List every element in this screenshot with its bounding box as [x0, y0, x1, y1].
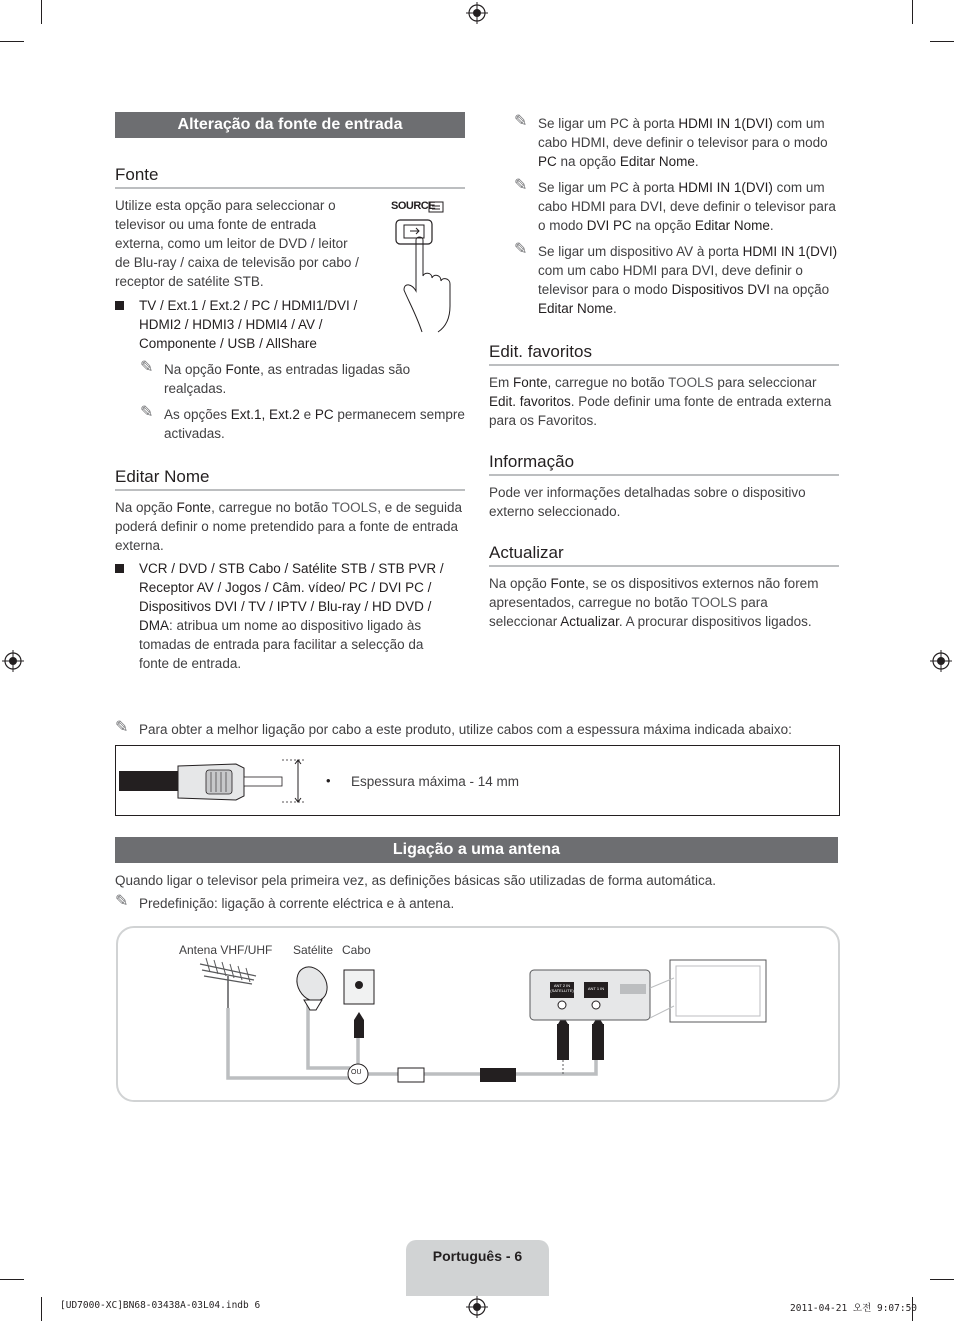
fonte-intro: Utilize esta opção para seleccionar o televisor ou uma fonte de entrada externa, como um leitor de DVD / leitor de Blu-ray / caixa de televisão por cabo / receptor de satélite STB. — [115, 198, 359, 289]
registration-mark-icon — [466, 1296, 488, 1318]
label-satellite: Satélite — [293, 943, 334, 957]
page-number-tab — [406, 1240, 549, 1296]
note-text: Na opção — [164, 362, 226, 377]
note-pencil-icon: ✎ — [115, 893, 129, 910]
note-text: na opção — [631, 218, 695, 233]
editar-bullet-list — [115, 559, 449, 673]
antenna-diagram — [116, 926, 840, 1102]
note-text: Se ligar um PC à porta — [538, 180, 679, 195]
para-text: , carregue no botão — [547, 375, 669, 390]
bullet-square — [115, 301, 124, 310]
para-text: Na opção — [489, 576, 551, 591]
note-emphasis: Editar Nome — [694, 218, 770, 233]
registration-mark-icon — [930, 650, 952, 672]
port-ant1-label: ANT 1 IN — [587, 986, 605, 991]
print-date: 2011-04-21 오전 9:07:50 — [790, 1303, 918, 1314]
registration-mark-icon — [466, 2, 488, 24]
section-bar-antenna: Ligação a uma antena — [115, 837, 838, 863]
note-pencil-icon: ✎ — [115, 719, 129, 736]
para-text: , carregue no botão — [211, 500, 332, 515]
antenna-note — [115, 894, 739, 913]
para-emphasis: Fonte — [513, 375, 548, 390]
note-pencil-icon: ✎ — [514, 113, 528, 130]
note-emphasis: HDMI IN 1(DVI) — [678, 116, 773, 131]
fonte-note-2 — [140, 405, 469, 443]
note-text: , as entradas ligadas são realçadas. — [164, 362, 411, 396]
note-emphasis: Fonte — [225, 362, 261, 377]
antenna-paragraph: Quando ligar o televisor pela primeira vez, as definições básicas são utilizadas de forma automática. — [115, 873, 717, 888]
bullet-text: : atribua um nome ao dispositivo ligado às tomadas de entrada para facilitar a selecção da fonte de entrada. — [139, 618, 424, 671]
heading-actualizar: Actualizar — [489, 543, 839, 567]
note-pencil-icon: ✎ — [514, 241, 528, 258]
note-emphasis: PC — [538, 154, 557, 169]
para-emphasis: Actualizar — [560, 614, 619, 629]
note-text: . — [613, 301, 617, 316]
section-bar-source: Alteração da fonte de entrada — [115, 112, 465, 138]
port-ant2-label: ANT 2 IN (SATELLITE) — [550, 983, 574, 993]
cable-thickness-illustration — [116, 746, 316, 815]
cable-spec-text: Espessura máxima - 14 mm — [351, 774, 520, 789]
crop-mark — [41, 0, 42, 24]
antenna-wiring-icon — [118, 928, 838, 1100]
fonte-note-1 — [140, 360, 434, 398]
label-ou: OU — [351, 1069, 362, 1076]
para-text: . A procurar dispositivos ligados. — [618, 614, 812, 629]
source-button-illustration — [386, 196, 468, 336]
cable-spec-box — [115, 745, 840, 816]
hdmi-note-2 — [514, 178, 843, 235]
para-emphasis: Fonte — [176, 500, 212, 515]
crop-mark — [41, 1297, 42, 1321]
note-text: na opção — [556, 154, 620, 169]
source-label: SOURCE — [391, 200, 436, 212]
note-text: Predefinição: ligação à corrente eléctrica e à antena. — [139, 896, 455, 911]
heading-informacao: Informação — [489, 452, 839, 476]
note-text: As opções — [164, 407, 231, 422]
page-number: Português - 6 — [432, 1248, 523, 1264]
note-text: com um cabo HDMI para DVI, deve definir o televisor para o modo — [538, 180, 836, 233]
cable-spec-bullet: • — [326, 773, 331, 788]
para-text: Em — [489, 375, 514, 390]
note-emphasis: HDMI IN 1(DVI) — [678, 180, 773, 195]
informacao-paragraph: Pode ver informações detalhadas sobre o dispositivo externo seleccionado. — [489, 485, 806, 519]
tools-label: TOOLS — [668, 375, 714, 390]
para-text: , se os dispositivos externos não forem apresentados, carregue no botão — [489, 576, 819, 610]
crop-mark — [930, 1279, 954, 1280]
tools-label: TOOLS — [331, 500, 378, 515]
note-text: na opção — [769, 282, 830, 297]
para-text: . Pode definir uma fonte de entrada externa para os Favoritos. — [489, 394, 832, 428]
bullet-square — [115, 564, 124, 573]
fonte-bullet-text: TV / Ext.1 / Ext.2 / PC / HDMI1/DVI / HDMI2 / HDMI3 / HDMI4 / AV / Componente / USB / AllShare — [139, 298, 358, 351]
note-pencil-icon: ✎ — [140, 359, 154, 376]
para-emphasis: Fonte — [550, 576, 586, 591]
note-emphasis: DVI PC — [586, 218, 632, 233]
para-text: Na opção — [115, 500, 177, 515]
para-emphasis: Edit. favoritos — [489, 394, 571, 409]
note-emphasis: PC — [314, 407, 334, 422]
cable-note — [115, 720, 839, 739]
note-text: com um cabo HDMI para DVI, deve definir o televisor para o modo — [538, 263, 803, 297]
note-emphasis: Editar Nome — [538, 301, 614, 316]
para-text: para seleccionar — [489, 595, 768, 629]
note-emphasis: Editar Nome — [619, 154, 695, 169]
tools-label: TOOLS — [691, 595, 737, 610]
crop-mark — [0, 1279, 24, 1280]
label-cable: Cabo — [342, 943, 371, 957]
para-text: para seleccionar — [713, 375, 817, 390]
note-text: . — [694, 154, 699, 169]
note-text: e — [299, 407, 315, 422]
heading-edit-favoritos: Edit. favoritos — [489, 342, 839, 366]
note-emphasis: Dispositivos DVI — [671, 282, 770, 297]
crop-mark — [930, 41, 954, 42]
registration-mark-icon — [2, 650, 24, 672]
note-text: Se ligar um PC à porta — [538, 116, 679, 131]
para-text: , e de seguida poderá definir o nome pretendido para a fonte de entrada externa. — [115, 500, 463, 553]
note-text: Se ligar um dispositivo AV à porta — [538, 244, 743, 259]
note-text: permanecem sempre activadas. — [164, 407, 465, 441]
note-pencil-icon: ✎ — [514, 177, 528, 194]
crop-mark — [0, 41, 24, 42]
note-text: . — [769, 218, 774, 233]
editar-paragraph — [115, 498, 465, 555]
note-emphasis: HDMI IN 1(DVI) — [742, 244, 838, 259]
label-antenna-vhf-uhf: Antena VHF/UHF — [179, 943, 273, 957]
hdmi-note-1 — [514, 114, 843, 171]
file-info: [UD7000-XC]BN68-03438A-03L04.indb 6 — [60, 1300, 261, 1311]
actualizar-paragraph — [489, 574, 834, 631]
note-text: com um cabo HDMI, deve definir o televisor para o modo — [538, 116, 828, 150]
heading-editar-nome: Editar Nome — [115, 467, 465, 491]
note-emphasis: Ext.1, Ext.2 — [230, 407, 300, 422]
favoritos-paragraph — [489, 373, 834, 430]
fonte-bullet-list — [115, 296, 394, 353]
bullet-emphasis: VCR / DVD / STB Cabo / Satélite STB / STB PVR / Receptor AV / Jogos / Câm. vídeo/ PC / DVI PC / Dispositivos DVI / TV / IPTV / Blu-ray / HD DVD / DMA — [139, 561, 444, 633]
note-text: Para obter a melhor ligação por cabo a este produto, utilize cabos com a espessura máxima indicada abaixo: — [139, 722, 792, 737]
hdmi-note-3 — [514, 242, 843, 318]
heading-fonte: Fonte — [115, 165, 465, 189]
note-pencil-icon: ✎ — [140, 404, 154, 421]
source-icon — [386, 196, 468, 336]
crop-mark — [912, 0, 913, 24]
